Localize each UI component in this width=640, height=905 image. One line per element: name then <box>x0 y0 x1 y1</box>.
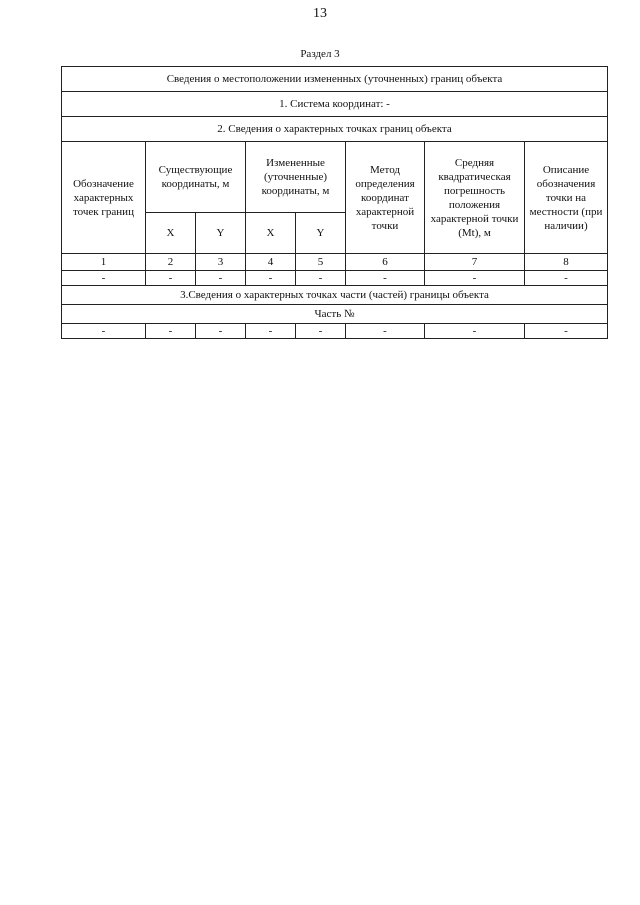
page-number: 13 <box>313 6 327 21</box>
table-cell: - <box>146 324 196 339</box>
column-number: 1 <box>62 254 146 271</box>
table-cell: - <box>525 271 608 286</box>
header-method: Метод определения координат характерной точки <box>346 142 425 254</box>
column-number: 5 <box>296 254 346 271</box>
table-cell: - <box>296 271 346 286</box>
table-cell: - <box>425 271 525 286</box>
header-existing-x: X <box>146 213 196 254</box>
column-number: 7 <box>425 254 525 271</box>
table-cell: - <box>196 324 246 339</box>
header-changed-coords: Измененные (уточненные) координаты, м <box>246 142 346 213</box>
boundary-points-table <box>61 66 608 339</box>
table-cell: - <box>425 324 525 339</box>
coordinate-system-row: 1. Система координат: - <box>62 92 608 117</box>
column-number: 8 <box>525 254 608 271</box>
table-row <box>62 271 608 286</box>
table-cell: - <box>196 271 246 286</box>
header-changed-x: X <box>246 213 296 254</box>
section-title: Раздел 3 <box>300 48 340 60</box>
column-number: 6 <box>346 254 425 271</box>
table-cell: - <box>62 324 146 339</box>
column-number: 2 <box>146 254 196 271</box>
table-cell: - <box>62 271 146 286</box>
header-description: Описание обозначения точки на местности (при наличии) <box>525 142 608 254</box>
table-cell: - <box>146 271 196 286</box>
table-cell: - <box>296 324 346 339</box>
table-cell: - <box>346 271 425 286</box>
header-existing-coords: Существующие координаты, м <box>146 142 246 213</box>
header-mean-error: Средняя квадратическая погрешность положения характерной точки (Mt), м <box>425 142 525 254</box>
table-cell: - <box>525 324 608 339</box>
table-cell: - <box>246 324 296 339</box>
parts-section-heading: 3.Сведения о характерных точках части (частей) границы объекта <box>62 286 608 305</box>
header-changed-y: Y <box>296 213 346 254</box>
points-section-heading: 2. Сведения о характерных точках границ объекта <box>62 117 608 142</box>
table-cell: - <box>246 271 296 286</box>
header-designation: Обозначение характерных точек границ <box>62 142 146 254</box>
column-number: 3 <box>196 254 246 271</box>
part-number-label: Часть № <box>62 305 608 324</box>
header-existing-y: Y <box>196 213 246 254</box>
table-title: Сведения о местоположении измененных (уточненных) границ объекта <box>62 67 608 92</box>
table-row <box>62 324 608 339</box>
column-number: 4 <box>246 254 296 271</box>
column-number-row <box>62 254 608 271</box>
table-cell: - <box>346 324 425 339</box>
